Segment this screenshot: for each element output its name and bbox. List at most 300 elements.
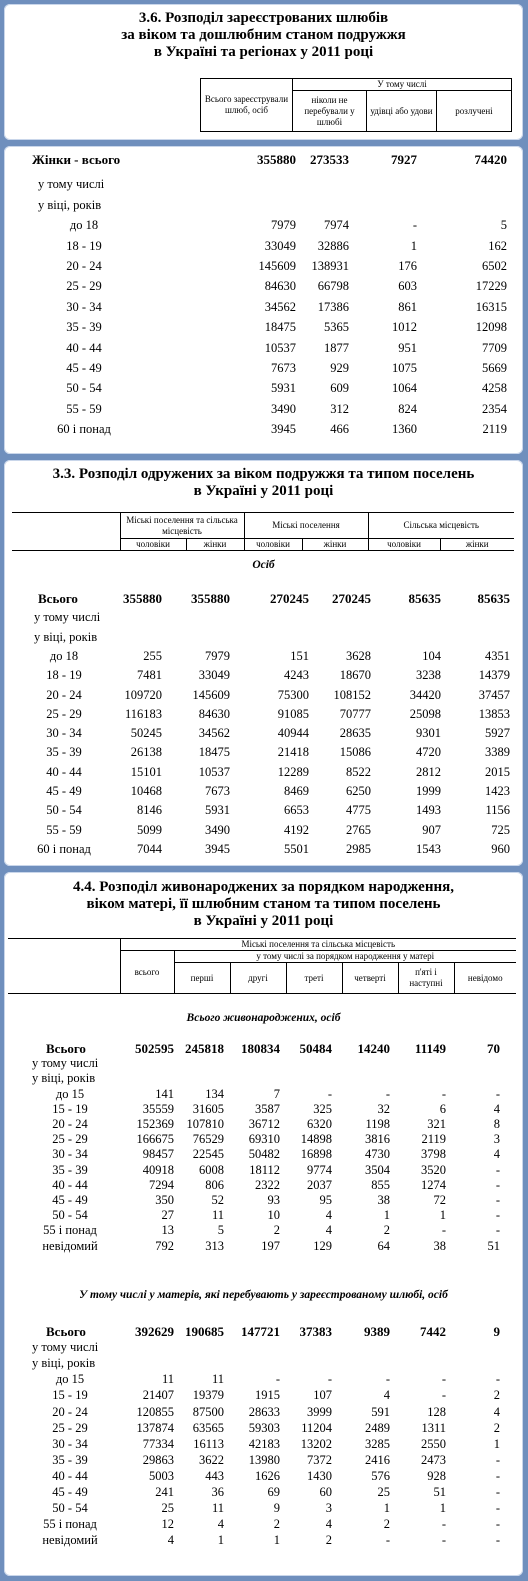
cell-value: 14240 [357,1041,390,1056]
row-label: 35 - 39 [66,320,102,335]
row-label: 60 і понад [57,422,111,437]
row-label: у тому числі [32,1340,99,1355]
cell-value: 960 [491,841,510,856]
cell-value: 13980 [248,1452,280,1467]
row-label: 30 - 34 [46,726,82,741]
cell-value: 60 [319,1485,332,1499]
row-label: 30 - 34 [52,1436,88,1451]
cell-value: 9774 [307,1162,332,1177]
row-label: 40 - 44 [52,1177,88,1192]
cell-value: - [495,1452,500,1467]
cell-value: 8146 [137,803,162,818]
cell-value: - [441,1086,446,1101]
cell-value: 1915 [255,1388,280,1403]
cell-value: 2473 [421,1452,446,1467]
cell-value: 10537 [264,340,296,355]
col-women: жінки [302,539,368,551]
row-label: 25 - 29 [66,279,102,294]
cell-value: 21418 [277,745,309,760]
cell-value: 3504 [365,1162,390,1177]
cell-value: 861 [398,299,417,314]
cell-value: 1360 [392,422,417,437]
cell-value: 3 [493,1132,500,1147]
cell-value: 11149 [414,1041,446,1056]
row-label: до 18 [69,218,99,233]
cell-value: 1 [273,1533,280,1548]
col-men: чоловіки [244,539,302,551]
cell-value: 1 [383,1501,390,1516]
cell-value: 5931 [271,381,296,396]
col-never-married: ніколи не перебували у шлюбі [293,91,367,132]
cell-value: 18475 [198,745,230,760]
col-fifth-plus: п'яті і наступні [398,963,454,994]
col-total: всього [120,951,174,994]
cell-value: 22545 [192,1147,224,1162]
col-divorced: розлучені [437,91,512,132]
cell-value: 2119 [482,422,507,437]
cell-value: 84630 [198,706,230,721]
cell-value: 1311 [421,1420,446,1435]
cell-value: 26138 [130,745,162,760]
cell-value: 603 [398,279,417,294]
cell-value: 34562 [264,299,296,314]
row-label: 45 - 49 [52,1193,88,1207]
cell-value: 128 [427,1404,446,1419]
cell-value: 8522 [346,764,371,779]
cell-value: 4 [325,1208,332,1223]
cell-value: 166675 [136,1132,174,1147]
cell-value: 108152 [333,687,371,702]
table-3-3-title [4,460,523,500]
cell-value: 40944 [277,726,309,741]
cell-value: 21407 [142,1388,174,1403]
row-label: 25 - 29 [52,1132,88,1147]
row-label: Жінки - всього [32,152,121,167]
cell-value: 502595 [135,1041,174,1056]
cell-value: 4 [493,1404,500,1419]
cell-value: 13 [161,1223,174,1238]
cell-value: 27 [161,1208,174,1223]
cell-value: 32886 [317,238,349,253]
cell-value: 147721 [241,1324,280,1339]
cell-value: 3945 [271,422,296,437]
cell-value: 70777 [339,706,371,721]
cell-value: 6250 [346,784,371,798]
cell-value: 4 [383,1388,390,1403]
cell-value: 312 [330,401,349,416]
cell-value: - [441,1517,446,1532]
col-urban: Міські поселення [244,513,368,539]
row-label: у віці, років [34,629,98,644]
cell-value: 9 [493,1324,500,1339]
cell-value: 6 [439,1101,446,1116]
cell-value: 4 [167,1533,174,1548]
cell-value: 138931 [311,259,349,273]
cell-value: 13853 [478,706,510,721]
cell-value: 3622 [199,1452,224,1467]
row-label: 18 - 19 [66,238,102,253]
cell-value: 824 [398,401,417,416]
cell-value: 7442 [420,1324,446,1339]
row-label: 20 - 24 [66,259,102,273]
table-4-4-section-2-heading: У тому числі у матерів, які перебувають у зареєстрованому шлюбі, осіб [79,1289,448,1301]
cell-value: - [385,1533,390,1548]
cell-value: - [495,1501,500,1516]
cell-value: 1274 [421,1177,446,1192]
cell-value: 4192 [284,822,309,837]
cell-value: 104 [422,648,441,663]
cell-value: 3520 [421,1162,446,1177]
row-label: 40 - 44 [52,1468,88,1483]
title-line: в Україні у 2011 році [193,483,334,499]
cell-value: - [495,1533,500,1548]
cell-value: 35559 [142,1101,174,1116]
cell-value: 591 [371,1404,390,1419]
cell-value: 8469 [284,784,309,798]
row-label: 55 - 59 [46,822,82,837]
cell-value: 2 [325,1533,332,1548]
row-label: 25 - 29 [46,706,82,721]
cell-value: - [495,1162,500,1177]
cell-value: 2489 [365,1420,390,1435]
table-4-4-column-header [8,938,516,994]
cell-value: 3238 [416,668,441,683]
row-label: у віці, років [38,197,102,212]
cell-value: 19379 [192,1388,224,1403]
cell-value: 87500 [192,1404,224,1419]
cell-value: 12098 [475,320,507,335]
cell-value: 64 [377,1238,390,1253]
cell-value: - [412,218,417,233]
table-4-4-title [4,872,523,930]
cell-value: 38 [433,1238,446,1253]
cell-value: 951 [398,340,417,355]
col-third: треті [286,963,342,994]
title-line: в Україні у 2011 році [193,913,334,929]
cell-value: - [495,1517,500,1532]
cell-value: 7927 [391,152,417,167]
cell-value: 120855 [136,1404,174,1419]
cell-value: 137874 [136,1420,174,1435]
cell-value: 2 [493,1388,500,1403]
cell-value: 1877 [324,340,349,355]
cell-value: - [327,1372,332,1387]
cell-value: 355880 [191,591,230,606]
cell-value: 325 [313,1101,332,1116]
cell-value: 6502 [482,259,507,273]
cell-value: 7974 [324,218,349,233]
cell-value: 255 [143,648,162,663]
cell-value: 11 [161,1372,174,1387]
col-urban-rural: Міські поселення та сільська місцевість [120,513,244,539]
col-men: чоловіки [120,539,186,551]
cell-value: 36712 [248,1117,280,1131]
row-label: 60 і понад [37,841,91,856]
cell-value: 16113 [193,1436,224,1451]
cell-value: 85635 [477,591,510,606]
cell-value: 63565 [192,1420,224,1435]
col-second: другі [230,963,286,994]
cell-value: 855 [371,1177,390,1192]
cell-value: 50245 [130,726,162,741]
cell-value: - [495,1372,500,1387]
cell-value: 929 [330,361,349,375]
cell-value: 190685 [185,1324,224,1339]
row-label: 25 - 29 [52,1420,88,1435]
cell-value: 2985 [346,841,371,856]
cell-value: - [327,1086,332,1101]
cell-value: 1430 [307,1468,332,1483]
cell-value: 40918 [142,1162,174,1177]
cell-value: 151 [290,648,309,663]
cell-value: 270245 [270,591,309,606]
cell-value: 4 [217,1517,224,1532]
cell-value: 34420 [409,687,441,702]
cell-value: 7481 [137,668,162,683]
cell-value: 1 [493,1436,500,1451]
cell-value: 5 [217,1223,224,1238]
col-age [12,513,120,551]
cell-value: 5 [500,218,507,233]
cell-value: 3490 [205,822,230,837]
cell-value: 10468 [130,784,162,798]
cell-value: 1493 [416,803,441,818]
cell-value: 25098 [409,706,441,721]
row-label: до 18 [49,648,79,663]
cell-value: 12289 [277,764,309,779]
col-group: Міські поселення та сільська місцевість [120,939,516,951]
row-label: до 15 [55,1086,85,1101]
cell-value: 3285 [365,1436,390,1451]
row-label: 35 - 39 [52,1452,88,1467]
row-label: 45 - 49 [66,361,102,375]
cell-value: 1626 [255,1468,280,1483]
cell-value: 5669 [482,361,507,375]
cell-value: 33049 [264,238,296,253]
table-3-6-body-card [4,146,523,454]
cell-value: 6320 [307,1117,332,1131]
cell-value: 2765 [346,822,371,837]
row-label: 35 - 39 [46,745,82,760]
cell-value: 51 [433,1485,446,1499]
cell-value: - [441,1388,446,1403]
cell-value: 134 [205,1086,224,1101]
cell-value: 7372 [307,1452,332,1467]
cell-value: 4720 [416,745,441,760]
col-men: чоловіки [368,539,440,551]
col-rural: Сільська місцевість [368,513,514,539]
cell-value: 129 [313,1238,332,1253]
cell-value: 28635 [339,726,371,741]
cell-value: 2416 [365,1452,390,1467]
row-label: 50 - 54 [52,1208,88,1223]
cell-value: 7044 [137,841,162,856]
cell-value: 11 [211,1501,224,1516]
cell-value: 18670 [339,668,371,683]
cell-value: 2354 [482,401,507,416]
cell-value: 1423 [485,784,510,798]
cell-value: 3816 [365,1132,390,1147]
cell-value: 4258 [482,381,507,396]
cell-value: 725 [491,822,510,837]
table-3-3-column-header [12,512,514,551]
row-label: 18 - 19 [46,668,82,683]
title-line: в Україні та регіонах у 2011 році [153,44,374,60]
table-3-6-header-card [4,4,523,140]
cell-value: 7673 [271,361,296,375]
cell-value: 2 [273,1223,280,1238]
cell-value: 180834 [241,1041,280,1056]
row-label: 40 - 44 [46,764,82,779]
cell-value: 11 [211,1372,224,1387]
cell-value: 4 [493,1101,500,1116]
cell-value: 18112 [249,1162,280,1177]
row-label: 30 - 34 [52,1147,88,1162]
cell-value: 2322 [255,1177,280,1192]
cell-value: - [495,1468,500,1483]
cell-value: - [495,1223,500,1238]
cell-value: 1198 [365,1117,390,1131]
cell-value: 392629 [135,1324,174,1339]
cell-value: 7673 [205,784,230,798]
col-fourth: четверті [342,963,398,994]
cell-value: 176 [398,259,417,273]
title-line: 3.6. Розподіл зареєстрованих шлюбів [138,10,389,26]
cell-value: 32 [377,1101,390,1116]
cell-value: 15101 [130,764,162,779]
cell-value: 2015 [485,764,510,779]
cell-value: 3490 [271,401,296,416]
cell-value: 29863 [142,1452,174,1467]
row-label: 50 - 54 [46,803,82,818]
row-label: у віці, років [32,1071,96,1086]
cell-value: 7709 [482,340,507,355]
cell-value: 8 [493,1117,500,1131]
cell-value: - [495,1177,500,1192]
cell-value: 85635 [408,591,441,606]
cell-value: 11 [211,1208,224,1223]
cell-value: 1 [439,1208,446,1223]
title-line: віком матері, її шлюбним станом та типом поселень [86,896,441,912]
cell-value: 443 [205,1468,224,1483]
cell-value: 2812 [416,764,441,779]
cell-value: 3628 [346,648,371,663]
cell-value: 2550 [421,1436,446,1451]
cell-value: 1543 [416,841,441,856]
cell-value: 15086 [339,745,371,760]
row-label: 45 - 49 [52,1485,88,1499]
cell-value: 28633 [248,1404,280,1419]
cell-value: 2119 [421,1132,446,1147]
row-label: 50 - 54 [66,381,102,396]
row-label: Всього [46,1041,86,1056]
cell-value: 5365 [324,320,349,335]
cell-value: 1 [439,1501,446,1516]
cell-value: 37457 [478,687,510,702]
cell-value: 4 [325,1517,332,1532]
cell-value: 18475 [264,320,296,335]
cell-value: 75300 [277,687,309,702]
cell-value: - [441,1533,446,1548]
cell-value: 907 [422,822,441,837]
col-first: перші [174,963,230,994]
row-label: у тому числі [38,177,105,192]
cell-value: 609 [330,381,349,396]
col-birth-order: у тому числі за порядком народження у матері [174,951,516,963]
row-label: 15 - 19 [52,1388,88,1403]
cell-value: 77334 [142,1436,174,1451]
cell-value: - [385,1372,390,1387]
cell-value: 792 [155,1238,174,1253]
cell-value: 51 [487,1238,500,1253]
cell-value: 4 [493,1147,500,1162]
cell-value: 806 [205,1177,224,1192]
cell-value: 37383 [299,1324,332,1339]
cell-value: 107 [313,1388,332,1403]
cell-value: 1156 [485,803,510,818]
cell-value: 84630 [264,279,296,294]
col-group: У тому числі [293,79,512,91]
cell-value: 3 [325,1501,332,1516]
cell-value: 2037 [307,1177,332,1192]
row-label: у тому числі [32,1056,99,1071]
row-label: 55 і понад [43,1517,97,1532]
cell-value: 9 [273,1501,280,1516]
cell-value: 5501 [284,841,309,856]
cell-value: 9389 [364,1324,390,1339]
cell-value: 241 [155,1485,174,1499]
cell-value: 38 [377,1193,390,1207]
cell-value: 31605 [192,1101,224,1116]
cell-value: 12 [161,1517,174,1532]
row-label: 55 і понад [43,1223,97,1238]
cell-value: 162 [488,238,507,253]
cell-value: 50484 [299,1041,332,1056]
cell-value: 3945 [205,841,230,856]
title-line: 4.4. Розподіл живонароджених за порядком народження, [73,879,454,895]
cell-value: 197 [261,1238,280,1253]
cell-value: 116183 [124,706,162,721]
cell-value: 50482 [248,1147,280,1162]
cell-value: - [385,1086,390,1101]
cell-value: - [275,1372,280,1387]
cell-value: 16315 [475,299,507,314]
cell-value: 3798 [421,1147,446,1162]
cell-value: 355880 [257,152,296,167]
row-label: 40 - 44 [66,340,102,355]
cell-value: 7294 [149,1177,174,1192]
cell-value: 69310 [248,1132,280,1147]
row-label: Всього [46,1324,86,1339]
col-total: Всього зареєстрували шлюб, осіб [201,79,293,132]
cell-value: 5099 [137,822,162,837]
cell-value: 576 [371,1468,390,1483]
cell-value: 6653 [284,803,309,818]
cell-value: 69 [267,1485,280,1499]
cell-value: 107810 [186,1117,224,1131]
cell-value: 2 [383,1223,390,1238]
cell-value: 1012 [392,320,417,335]
cell-value: 95 [319,1193,332,1207]
cell-value: - [495,1086,500,1101]
cell-value: 2 [493,1420,500,1435]
table-3-3-unit: Осіб [252,559,275,571]
table-4-4-card [4,872,523,1576]
cell-value: 93 [267,1193,280,1207]
cell-value: 17229 [475,279,507,294]
cell-value: 145609 [192,687,230,702]
cell-value: 7 [273,1086,280,1101]
